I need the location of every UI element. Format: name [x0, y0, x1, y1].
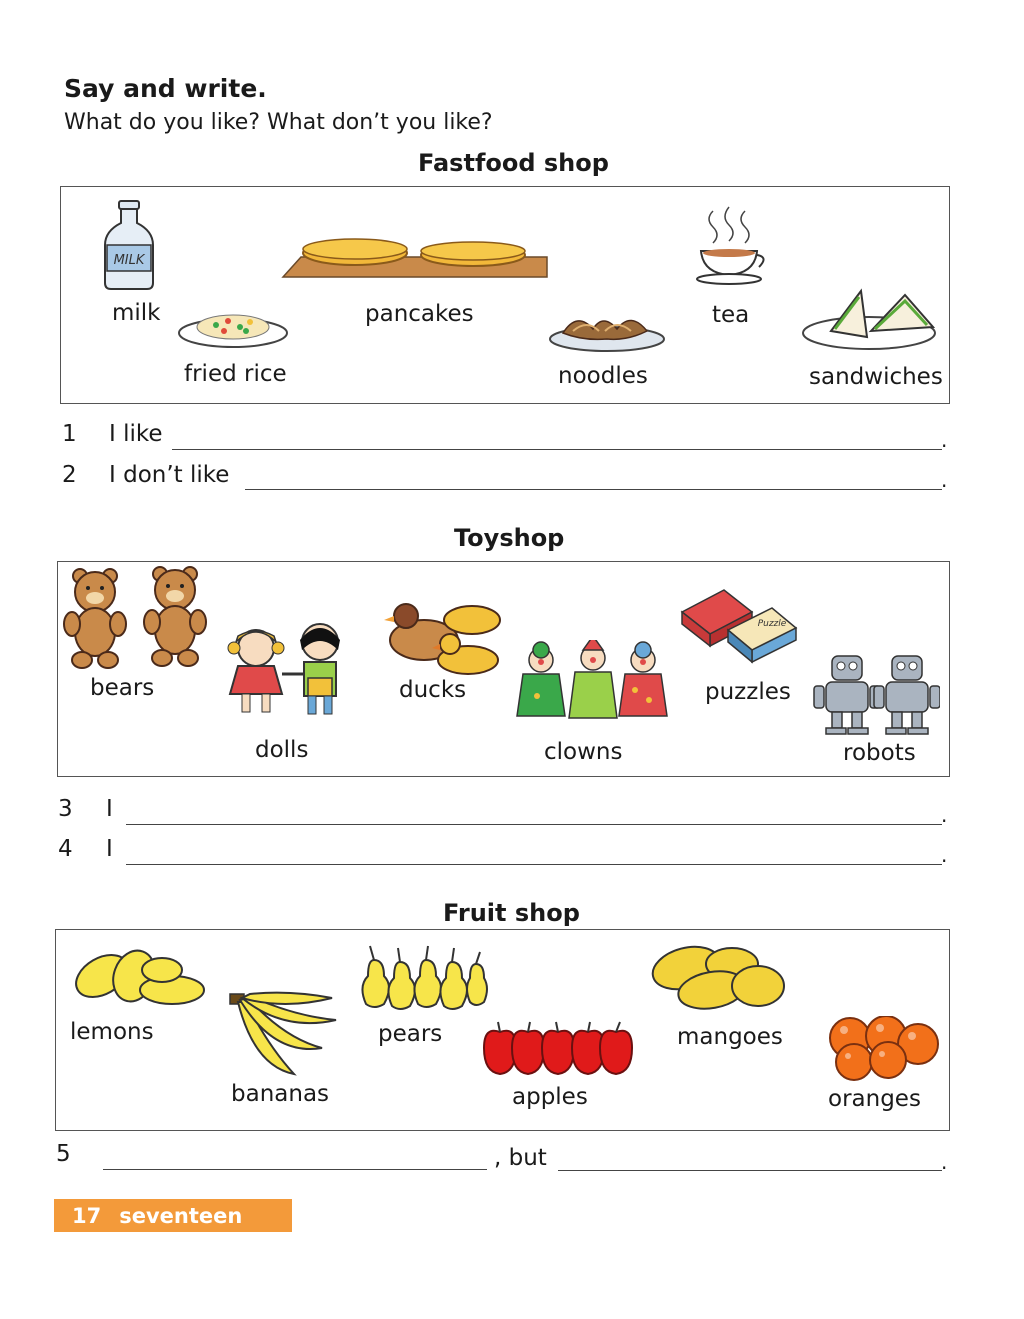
toyshop-panel — [57, 561, 950, 777]
oranges-icon — [824, 1016, 942, 1082]
teddy-bears-icon — [60, 566, 210, 670]
answer-line-5-first[interactable] — [103, 1169, 487, 1170]
line-1-end: . — [941, 428, 948, 452]
fastfood-panel — [60, 186, 950, 404]
label-clowns: clowns — [544, 739, 623, 765]
toyshop-title: Toyshop — [454, 524, 565, 552]
bananas-icon — [224, 986, 340, 1080]
answer-line-4[interactable] — [126, 864, 942, 865]
sandwiches-icon — [801, 287, 939, 353]
ducks-icon — [384, 594, 508, 680]
line-number-3: 3 — [58, 796, 73, 822]
pancakes-icon — [279, 235, 551, 283]
line-2-end: . — [941, 468, 948, 492]
label-noodles: noodles — [558, 363, 648, 389]
label-robots: robots — [843, 740, 916, 766]
label-ducks: ducks — [399, 677, 467, 703]
answer-line-5-second[interactable] — [558, 1170, 942, 1171]
line-2-lead: I don’t like — [109, 462, 230, 488]
label-mangoes: mangoes — [677, 1024, 783, 1050]
line-1-lead: I like — [109, 421, 163, 447]
robots-icon — [810, 654, 940, 736]
tea-cup-icon — [695, 205, 771, 287]
label-tea: tea — [712, 302, 750, 328]
label-pears: pears — [378, 1021, 443, 1047]
fruit-shop-title: Fruit shop — [443, 899, 580, 927]
line-5-but: , but — [494, 1145, 547, 1171]
label-milk: milk — [112, 300, 161, 326]
line-4-lead: I — [106, 836, 113, 862]
label-sandwiches: sandwiches — [809, 364, 943, 390]
svg-text:MILK: MILK — [113, 253, 145, 268]
label-bears: bears — [90, 675, 155, 701]
svg-text:Puzzle: Puzzle — [757, 619, 787, 629]
lemons-icon — [72, 946, 206, 1014]
label-pancakes: pancakes — [365, 301, 474, 327]
pears-icon — [360, 940, 490, 1012]
milk-bottle-icon — [101, 199, 157, 291]
label-puzzles: puzzles — [705, 679, 791, 705]
fruit-shop-panel — [55, 929, 950, 1131]
line-5-end: . — [941, 1150, 948, 1174]
line-3-lead: I — [106, 796, 113, 822]
line-number-5: 5 — [56, 1141, 71, 1167]
label-dolls: dolls — [255, 737, 309, 763]
puzzles-icon — [680, 584, 798, 666]
fastfood-shop-title: Fastfood shop — [418, 149, 609, 177]
clowns-icon — [511, 640, 675, 726]
label-oranges: oranges — [828, 1086, 921, 1112]
line-number-2: 2 — [62, 462, 77, 488]
fried-rice-icon — [176, 303, 291, 351]
label-lemons: lemons — [70, 1019, 154, 1045]
line-number-4: 4 — [58, 836, 73, 862]
line-3-end: . — [941, 803, 948, 827]
page-number: 17 — [72, 1203, 102, 1228]
exercise-title: Say and write. — [64, 74, 267, 103]
answer-line-2[interactable] — [245, 489, 942, 490]
page-footer-badge — [54, 1199, 292, 1232]
apples-icon — [480, 1018, 636, 1078]
line-4-end: . — [941, 843, 948, 867]
dolls-icon — [208, 622, 370, 722]
page-number-word: seventeen — [119, 1203, 243, 1228]
exercise-subtitle: What do you like? What don’t you like? — [64, 110, 493, 135]
noodles-icon — [547, 305, 669, 353]
label-bananas: bananas — [231, 1081, 330, 1107]
line-number-1: 1 — [62, 421, 77, 447]
answer-line-1[interactable] — [172, 449, 942, 450]
mangoes-icon — [650, 942, 790, 1014]
label-fried-rice: fried rice — [184, 361, 287, 387]
label-apples: apples — [512, 1084, 588, 1110]
answer-line-3[interactable] — [126, 824, 942, 825]
